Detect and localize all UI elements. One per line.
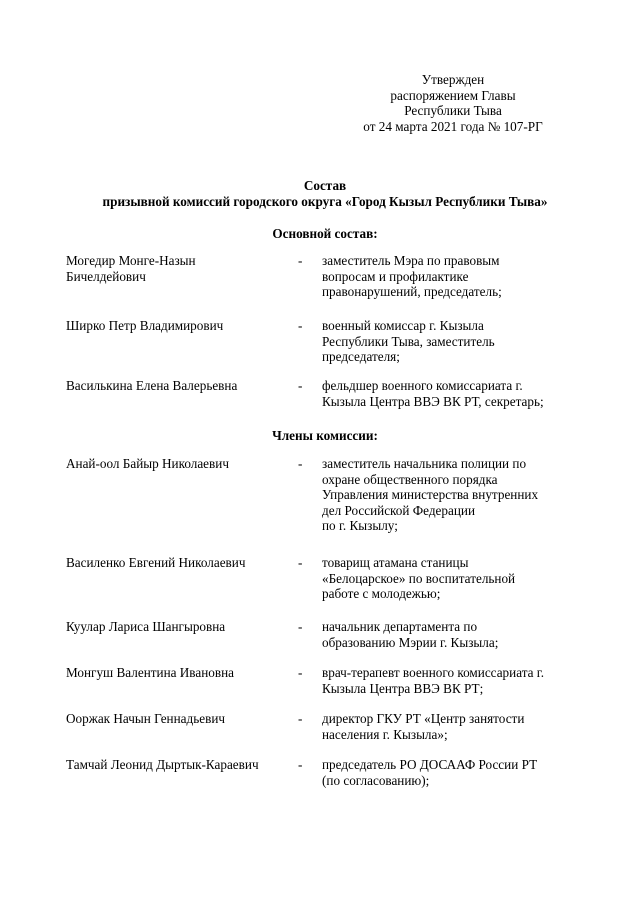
member-role <box>322 665 584 696</box>
role-line: заместитель начальника полиции по <box>322 456 527 471</box>
role-line: Кызыла Центра ВВЭ ВК РТ; <box>322 680 484 696</box>
name-line: Монгуш Валентина Ивановна <box>66 665 235 680</box>
dash-separator: - <box>298 619 303 634</box>
role-line: начальник департамента по <box>322 619 478 634</box>
role-line: заместитель Мэра по правовым <box>322 253 500 268</box>
dash-separator: - <box>298 378 303 393</box>
dash-separator: - <box>298 711 303 726</box>
role-line: директор ГКУ РТ «Центр занятости <box>322 711 525 726</box>
role-line: образованию Мэрии г. Кызыла; <box>322 634 499 650</box>
dash-separator: - <box>298 318 303 333</box>
approval-line: Республики Тыва <box>404 103 502 119</box>
name-line: Тамчай Леонид Дыртык-Караевич <box>66 757 259 772</box>
member-role <box>322 619 584 650</box>
role-line: работе с молодежью; <box>322 586 441 602</box>
dash-separator: - <box>298 757 303 772</box>
role-line: населения г. Кызыла»; <box>322 726 448 742</box>
name-line: Василенко Евгений Николаевич <box>66 555 246 570</box>
member-role <box>322 318 584 365</box>
name-line: Куулар Лариса Шангыровна <box>66 619 226 634</box>
role-line: товарищ атамана станицы <box>322 555 469 570</box>
role-line: охране общественного порядка <box>322 471 498 487</box>
member-name <box>66 378 288 394</box>
dash-separator: - <box>298 253 303 268</box>
name-line: Ширко Петр Владимирович <box>66 318 224 333</box>
role-line: Кызыла Центра ВВЭ ВК РТ, секретарь; <box>322 393 544 409</box>
member-role <box>322 253 584 300</box>
member-name <box>66 711 288 727</box>
dash-separator: - <box>298 665 303 680</box>
member-name <box>66 318 288 334</box>
member-role <box>322 555 584 602</box>
name-line: Василькина Елена Валерьевна <box>66 378 238 393</box>
member-role <box>322 378 584 409</box>
approval-block <box>340 72 566 134</box>
approval-line: Утвержден <box>421 72 485 87</box>
member-name <box>66 555 288 571</box>
section-heading-main: Основной состав: <box>272 226 378 241</box>
member-name <box>66 456 288 472</box>
role-line: правонарушений, председатель; <box>322 284 502 300</box>
role-line: дел Российской Федерации <box>322 502 476 518</box>
dash-separator: - <box>298 456 303 471</box>
role-line: Управления министерства внутренних <box>322 487 539 503</box>
name-line: Бичелдейович <box>66 268 146 284</box>
name-line: Ооржак Начын Геннадьевич <box>66 711 226 726</box>
approval-line: от 24 марта 2021 года № 107-РГ <box>363 118 543 134</box>
role-line: врач-терапевт военного комиссариата г. <box>322 665 545 680</box>
role-line: фельдшер военного комиссариата г. <box>322 378 523 393</box>
member-name <box>66 619 288 635</box>
name-line: Могедир Монге-Назын <box>66 253 196 268</box>
role-line: Республики Тыва, заместитель <box>322 333 495 349</box>
member-role <box>322 757 584 788</box>
role-line: по г. Кызылу; <box>322 518 398 534</box>
role-line: вопросам и профилактике <box>322 268 469 284</box>
title-line: призывной комиссий городского округа «Город Кызыл Республики Тыва» <box>102 193 548 209</box>
section-heading-members: Члены комиссии: <box>272 428 378 443</box>
name-line: Анай-оол Байыр Николаевич <box>66 456 229 471</box>
member-name <box>66 665 288 681</box>
member-role <box>322 456 584 534</box>
approval-line: распоряжением Главы <box>390 87 516 103</box>
document-title <box>40 178 610 209</box>
member-name <box>66 757 288 773</box>
role-line: председателя; <box>322 349 400 365</box>
member-name <box>66 253 288 284</box>
dash-separator: - <box>298 555 303 570</box>
role-line: военный комиссар г. Кызыла <box>322 318 484 333</box>
title-line: Состав <box>303 178 347 193</box>
role-line: председатель РО ДОСААФ России РТ <box>322 757 538 772</box>
member-role <box>322 711 584 742</box>
role-line: (по согласованию); <box>322 772 430 788</box>
role-line: «Белоцарское» по воспитательной <box>322 570 516 586</box>
